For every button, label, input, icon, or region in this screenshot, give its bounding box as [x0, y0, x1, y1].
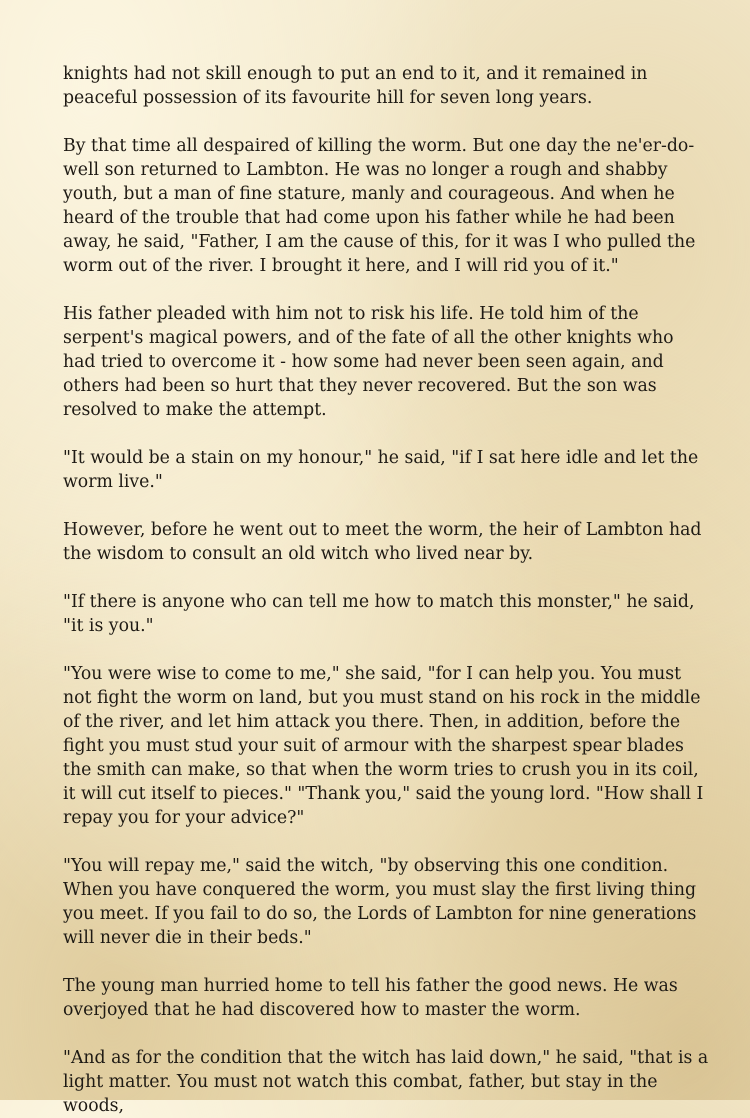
paragraph-2: By that time all despaired of killing the worm. But one day the ne'er-do-well son returned to Lambton. He was no longer a rough and shabby youth, but a man of fine stature, manly and courageous. And when he heard of the trouble that had come upon his father while he had been away, he said, "Father, I am the cause of this, for it was I who pulled the worm out of the river. I brought it here, and I will rid you of it." [63, 136, 696, 276]
paragraph-5: However, before he went out to meet the worm, the heir of Lambton had the wisdom to consult an old witch who lived near by. [63, 520, 702, 564]
paragraph-10: "And as for the condition that the witch has laid down," he said, "that is a light matter. You must not watch this combat, father, but stay in the woods, [63, 1048, 709, 1116]
paragraph-7: "You were wise to come to me," she said, "for I can help you. You must not fight the worm on land, but you must stand on his rock in the middle of the river, and let him attack you there. Then, in addition, before the fight you must stud your suit of armour with the sharpest spear blades the smith can make, so that when the worm tries to crush you in its coil, it will cut itself to pieces." "Thank you," said the young lord. "How shall I repay you for your advice?" [63, 664, 704, 828]
paragraph-9: The young man hurried home to tell his father the good news. He was overjoyed that he had discovered how to master the worm. [63, 976, 678, 1020]
paragraph-3: His father pleaded with him not to risk his life. He told him of the serpent's magical powers, and of the fate of all the other knights who had tried to overcome it - how some had never been seen again, and others had been so hurt that they never recovered. But the son was resolved to make the attempt. [63, 304, 674, 420]
paragraph-8: "You will repay me," said the witch, "by observing this one condition. When you have conquered the worm, you must slay the first living thing you meet. If you fail to do so, the Lords of Lambton for nine generations will never die in their beds." [63, 856, 697, 948]
paragraph-6: "If there is anyone who can tell me how to match this monster," he said, "it is you." [63, 592, 695, 636]
paragraph-1: knights had not skill enough to put an end to it, and it remained in peaceful possession of its favourite hill for seven long years. [63, 64, 648, 108]
paragraph-4: "It would be a stain on my honour," he said, "if I sat here idle and let the worm live." [63, 448, 699, 492]
